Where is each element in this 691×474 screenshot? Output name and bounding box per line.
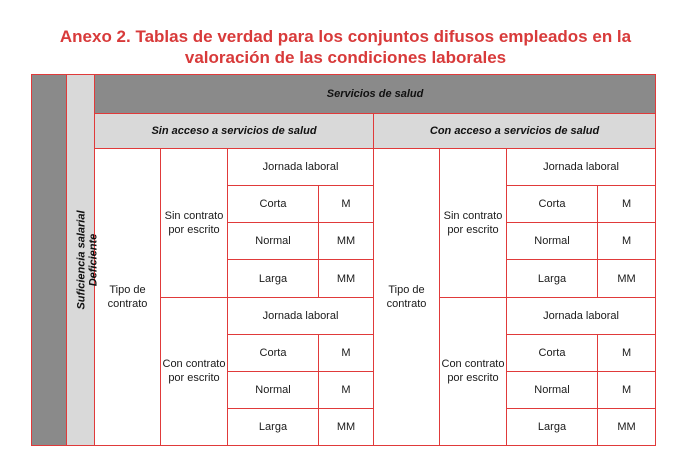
value-cell: MM [598, 260, 656, 297]
jornada-cell: Larga [228, 260, 319, 297]
truth-table [31, 74, 656, 446]
table-row [32, 149, 656, 186]
jornada-cell: Normal [228, 371, 319, 408]
subgroup-cell: Sin contrato por escrito [440, 149, 507, 297]
tipo-contrato-cell: Tipo de contrato [374, 149, 440, 446]
jornada-header-cell: Jornada laboral [228, 297, 374, 334]
title-line-1: Anexo 2. Tablas de verdad para los conjuntos difusos empleados en la [59, 27, 632, 46]
jornada-cell: Corta [507, 186, 598, 223]
subgroup-cell: Sin contrato por escrito [161, 149, 228, 297]
value-cell: M [319, 186, 374, 223]
jornada-cell: Corta [228, 334, 319, 371]
value-cell: M [319, 334, 374, 371]
value-cell: MM [319, 260, 374, 297]
value-cell: MM [598, 408, 656, 445]
subgroup-cell: Con contrato por escrito [440, 297, 507, 445]
header-con-acceso: Con acceso a servicios de salud [374, 114, 656, 149]
jornada-cell: Normal [228, 223, 319, 260]
jornada-cell: Larga [507, 260, 598, 297]
jornada-cell: Normal [507, 223, 598, 260]
row-header-suficiencia-label: Suficiencia salarial [75, 210, 88, 310]
jornada-cell: Normal [507, 371, 598, 408]
title-line-2: valoración de las condiciones laborales [184, 48, 507, 67]
jornada-cell: Corta [507, 334, 598, 371]
tipo-contrato-cell: Tipo de contrato [95, 149, 161, 446]
value-cell: M [598, 223, 656, 260]
row-header-deficiente-label: Deficiente [87, 233, 100, 287]
jornada-cell: Corta [228, 186, 319, 223]
jornada-cell: Larga [228, 408, 319, 445]
row-header-suficiencia [32, 75, 88, 446]
jornada-cell: Larga [507, 408, 598, 445]
value-cell: M [598, 186, 656, 223]
jornada-header-cell: Jornada laboral [507, 297, 656, 334]
value-cell: MM [319, 408, 374, 445]
value-cell: MM [319, 223, 374, 260]
header-servicios-salud: Servicios de salud [95, 75, 656, 114]
value-cell: M [598, 334, 656, 371]
subgroup-cell: Con contrato por escrito [161, 297, 228, 445]
header-sin-acceso: Sin acceso a servicios de salud [95, 114, 374, 149]
value-cell: M [598, 371, 656, 408]
value-cell: M [319, 371, 374, 408]
jornada-header-cell: Jornada laboral [228, 149, 374, 186]
document-title [0, 26, 691, 68]
jornada-header-cell: Jornada laboral [507, 149, 656, 186]
